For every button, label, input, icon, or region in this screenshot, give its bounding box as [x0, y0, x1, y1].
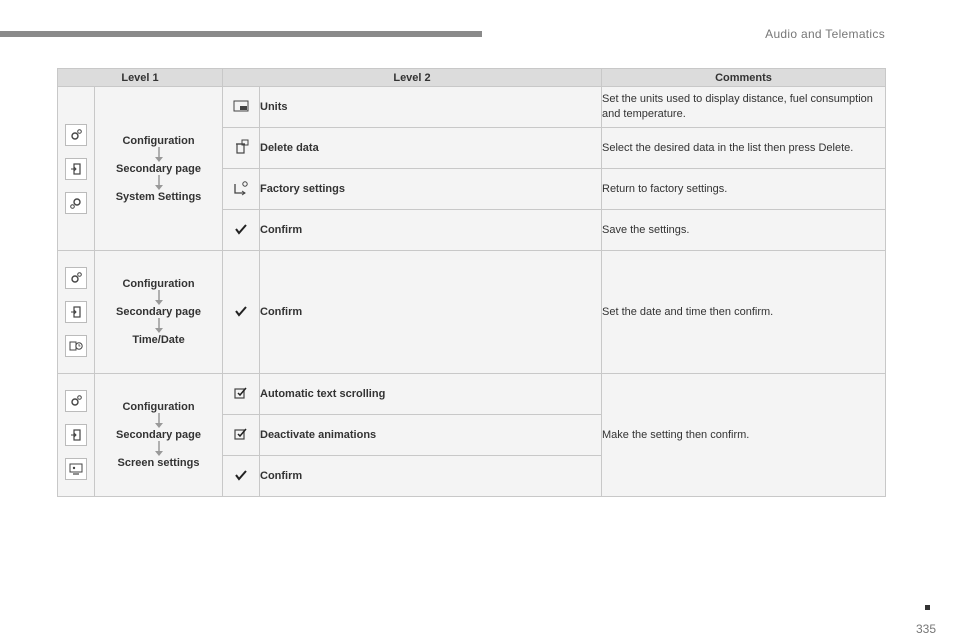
comment-cell: Set the units used to display distance, fuel consumption and temperature. [602, 87, 886, 128]
level1-item: Secondary page [116, 306, 201, 318]
level2-label: Factory settings [260, 169, 602, 210]
arrow-down-icon [154, 147, 164, 163]
level1-item: Configuration [122, 278, 195, 290]
factory-reset-icon [223, 169, 260, 210]
checkbox-icon [223, 415, 260, 456]
table-row [58, 251, 886, 374]
level1-path [95, 87, 223, 251]
trash-icon [223, 128, 260, 169]
clock-calendar-icon [65, 335, 87, 357]
page-marker [925, 605, 930, 610]
comment-cell: Save the settings. [602, 210, 886, 251]
checkmark-icon [223, 251, 260, 374]
settings-table [57, 68, 886, 497]
table-row [58, 374, 886, 415]
page-icon [65, 158, 87, 180]
level1-path [95, 251, 223, 374]
level1-item: System Settings [115, 190, 202, 203]
level2-label: Confirm [260, 210, 602, 251]
comment-cell: Make the setting then confirm. [602, 374, 886, 497]
arrow-down-icon [154, 290, 164, 306]
table-header-row [58, 69, 886, 87]
level2-label: Automatic text scrolling [260, 374, 602, 415]
units-icon [223, 87, 260, 128]
section-title: Audio and Telematics [765, 27, 885, 41]
level2-label: Delete data [260, 128, 602, 169]
level1-path [95, 374, 223, 497]
column-header-level1: Level 1 [58, 69, 223, 87]
level1-icons [58, 374, 95, 497]
page-icon [65, 424, 87, 446]
level1-item: Configuration [122, 401, 195, 413]
level1-item: Screen settings [117, 457, 200, 469]
comment-cell: Select the desired data in the list then press Delete. [602, 128, 886, 169]
column-header-comments: Comments [602, 69, 886, 87]
level1-icons [58, 251, 95, 374]
level1-icons [58, 87, 95, 251]
level2-label: Confirm [260, 456, 602, 497]
settings-gear-icon [65, 192, 87, 214]
checkmark-icon [223, 456, 260, 497]
checkmark-icon [223, 210, 260, 251]
table-row [58, 87, 886, 128]
screen-icon [65, 458, 87, 480]
level1-item: Secondary page [116, 429, 201, 441]
arrow-down-icon [154, 175, 164, 191]
comment-cell: Return to factory settings. [602, 169, 886, 210]
gear-icon [65, 390, 87, 412]
level1-item: Time/Date [132, 334, 185, 346]
page-number: 335 [915, 622, 936, 636]
level2-label: Confirm [260, 251, 602, 374]
level1-item: Secondary page [116, 162, 201, 175]
header-bar [0, 31, 482, 37]
level2-label: Units [260, 87, 602, 128]
level2-label: Deactivate animations [260, 415, 602, 456]
arrow-down-icon [154, 441, 164, 457]
level1-item: Configuration [122, 134, 195, 147]
page-icon [65, 301, 87, 323]
gear-icon [65, 124, 87, 146]
checkbox-icon [223, 374, 260, 415]
gear-icon [65, 267, 87, 289]
comment-cell: Set the date and time then confirm. [602, 251, 886, 374]
column-header-level2: Level 2 [223, 69, 602, 87]
arrow-down-icon [154, 413, 164, 429]
arrow-down-icon [154, 318, 164, 334]
